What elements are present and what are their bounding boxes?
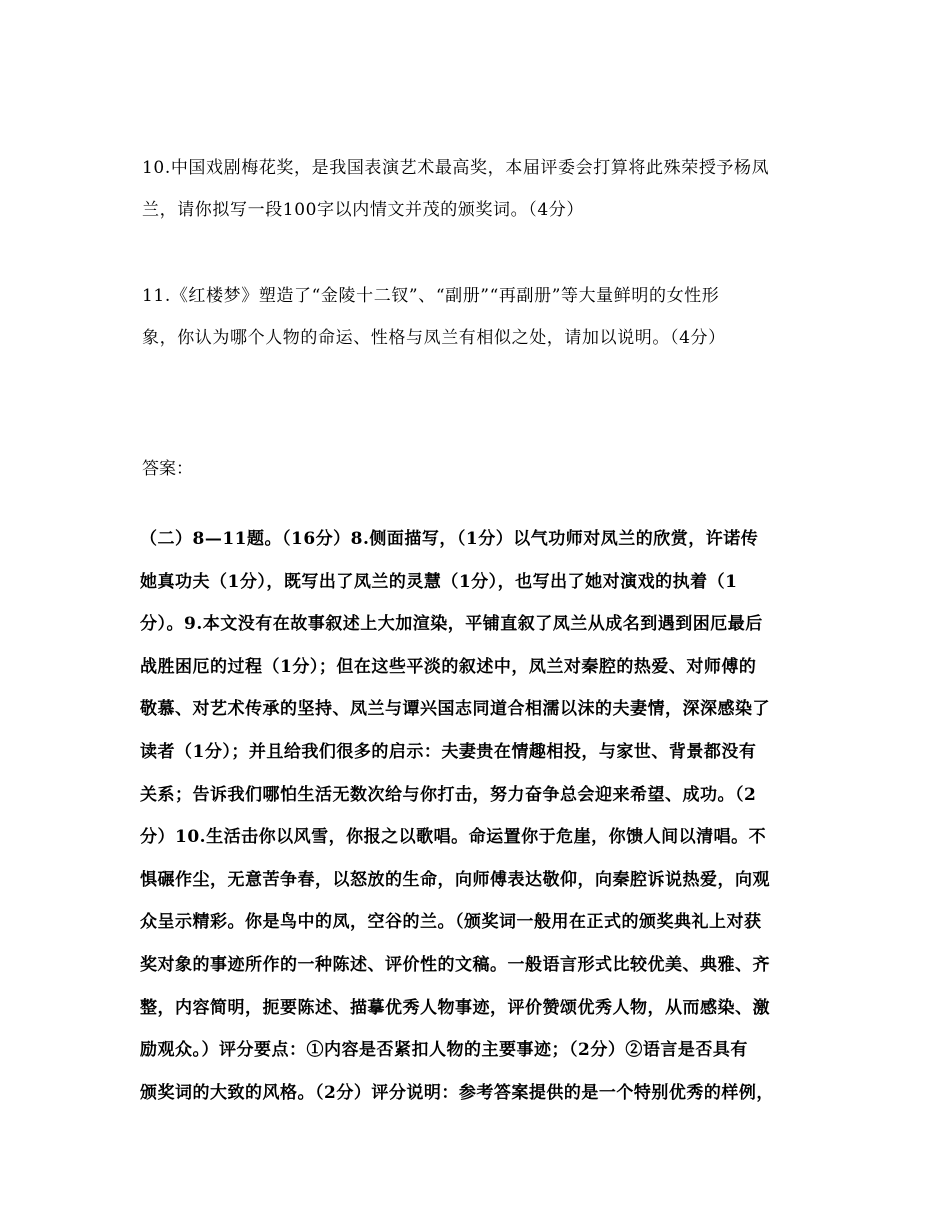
question-10-line-1: 10.中国戏剧梅花奖，是我国表演艺术最高奖，本届评委会打算将此殊荣授予杨凤 <box>142 158 770 178</box>
answer-line: 敬慕、对艺术传承的坚持、凤兰与谭兴国志同道合相濡以沫的夫妻情，深深感染了 <box>140 699 770 720</box>
answer-label: 答案： <box>142 459 193 479</box>
answer-line: 战胜困厄的过程（1分）；但在这些平淡的叙述中，凤兰对秦腔的热爱、对师傅的 <box>140 656 757 677</box>
answer-line: 分）。9.本文没有在故事叙述上大加渲染，平铺直叙了凤兰从成名到遇到困厄最后 <box>140 614 763 635</box>
answer-line: 整，内容简明，扼要陈述、描摹优秀人物事迹，评价赞颂优秀人物，从而感染、激 <box>140 997 770 1018</box>
answer-line: 读者（1分）；并且给我们很多的启示：夫妻贵在情趣相投，与家世、背景都没有 <box>140 741 757 762</box>
question-11-line-2: 象，你认为哪个人物的命运、性格与凤兰有相似之处，请加以说明。（4分） <box>142 328 726 348</box>
answer-line: 惧碾作尘，无意苦争春，以怒放的生命，向师傅表达敬仰，向秦腔诉说热爱，向观 <box>140 869 770 890</box>
answer-line: （二）8—11题。（16分）8.侧面描写，（1分）以气功师对凤兰的欣赏，许诺传 <box>140 529 759 549</box>
answer-line: 分）10.生活击你以风雪，你报之以歌唱。命运置你于危崖，你馈人间以清唱。不 <box>140 827 767 848</box>
answer-line: 众呈示精彩。你是鸟中的凤，空谷的兰。（颁奖词一般用在正式的颁奖典礼上对获 <box>140 912 762 933</box>
answer-line: 奖对象的事迹所作的一种陈述、评价性的文稿。一般语言形式比较优美、典雅、齐 <box>140 954 770 975</box>
answer-line: 颁奖词的大致的风格。（2分）评分说明：参考答案提供的是一个特别优秀的样例， <box>140 1082 774 1103</box>
answer-line: 她真功夫（1分），既写出了凤兰的灵慧（1分），也写出了她对演戏的执着（1 <box>140 571 738 592</box>
question-11-line-1: 11.《红楼梦》塑造了“金陵十二钗”、“副册”“再副册”等大量鲜明的女性形 <box>142 286 720 306</box>
answer-body <box>140 518 820 1114</box>
answer-line: 励观众。）评分要点：①内容是否紧扣人物的主要事迹；（2分）②语言是否具有 <box>140 1040 748 1061</box>
question-10-line-2: 兰，请你拟写一段100字以内情文并茂的颁奖词。（4分） <box>142 200 584 220</box>
answer-line: 关系；告诉我们哪怕生活无数次给与你打击，努力奋争总会迎来希望、成功。（2 <box>140 784 757 805</box>
question-10 <box>142 147 812 231</box>
question-11 <box>142 275 812 359</box>
